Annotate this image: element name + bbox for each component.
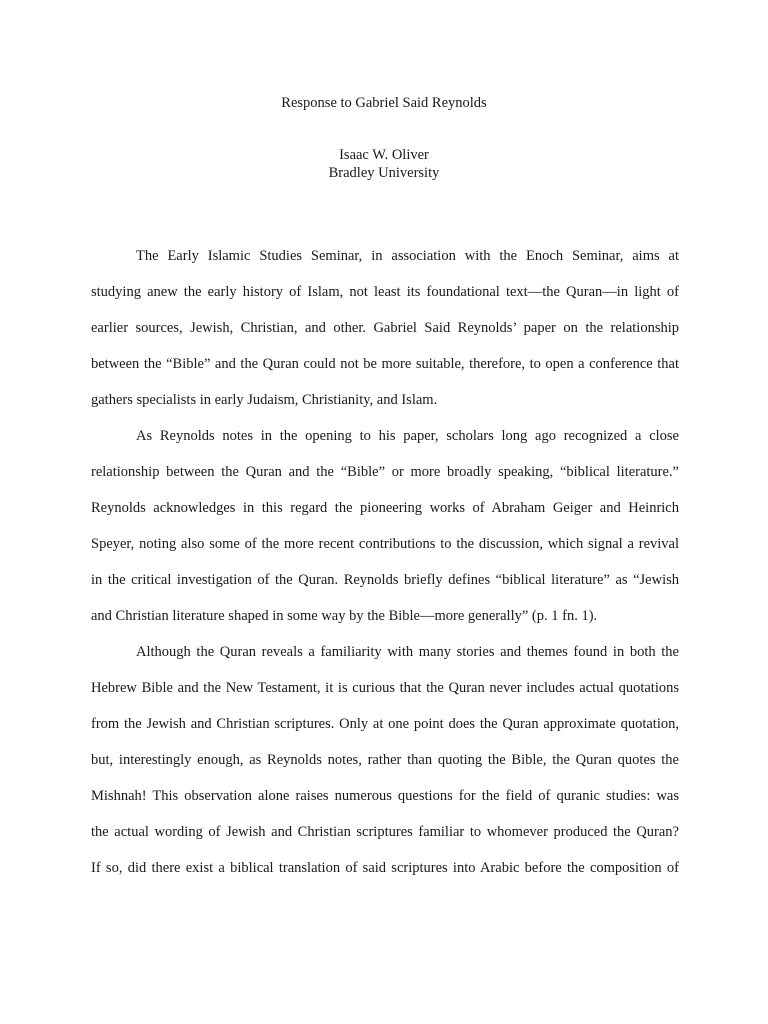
paragraph-line: Mishnah! This observation alone raises numerous questions for the field of quranic studies: was bbox=[91, 788, 679, 804]
paragraph-line: Reynolds acknowledges in this regard the pioneering works of Abraham Geiger and Heinrich bbox=[91, 500, 679, 516]
paragraph-line: earlier sources, Jewish, Christian, and other. Gabriel Said Reynolds’ paper on the relationship bbox=[91, 320, 679, 336]
paragraph-line: As Reynolds notes in the opening to his paper, scholars long ago recognized a close bbox=[136, 428, 679, 444]
author-affiliation: Bradley University bbox=[328, 165, 440, 181]
paragraph-line: but, interestingly enough, as Reynolds notes, rather than quoting the Bible, the Quran quotes the bbox=[91, 752, 679, 768]
paragraph-line: If so, did there exist a biblical translation of said scriptures into Arabic before the composition of bbox=[91, 860, 679, 876]
paragraph-line: and Christian literature shaped in some way by the Bible—more generally” (p. 1 fn. 1). bbox=[91, 608, 598, 624]
paragraph-1 bbox=[91, 246, 679, 426]
author-name: Isaac W. Oliver bbox=[339, 147, 429, 163]
paragraph-line: relationship between the Quran and the “Bible” or more broadly speaking, “biblical literature.” bbox=[91, 464, 679, 480]
paragraph-2 bbox=[91, 426, 679, 642]
paragraph-line: from the Jewish and Christian scriptures. Only at one point does the Quran approximate quotation, bbox=[91, 716, 679, 732]
paragraph-line: Hebrew Bible and the New Testament, it is curious that the Quran never includes actual quotations bbox=[91, 680, 679, 696]
paragraph-line: Although the Quran reveals a familiarity with many stories and themes found in both the bbox=[136, 644, 679, 660]
paragraph-3 bbox=[91, 642, 679, 894]
document-title: Response to Gabriel Said Reynolds bbox=[281, 95, 487, 111]
paragraph-line: gathers specialists in early Judaism, Christianity, and Islam. bbox=[91, 392, 438, 408]
paragraph-line: studying anew the early history of Islam, not least its foundational text—the Quran—in light of bbox=[91, 284, 679, 300]
paragraph-line: The Early Islamic Studies Seminar, in association with the Enoch Seminar, aims at bbox=[136, 248, 679, 264]
paragraph-line: in the critical investigation of the Quran. Reynolds briefly defines “biblical literature” as “Jewish bbox=[91, 572, 679, 588]
document-body bbox=[91, 246, 679, 894]
paragraph-line: the actual wording of Jewish and Christian scriptures familiar to whomever produced the Quran? bbox=[91, 824, 679, 840]
paragraph-line: between the “Bible” and the Quran could not be more suitable, therefore, to open a conference that bbox=[91, 356, 679, 372]
paragraph-line: Speyer, noting also some of the more recent contributions to the discussion, which signal a revival bbox=[91, 536, 679, 552]
